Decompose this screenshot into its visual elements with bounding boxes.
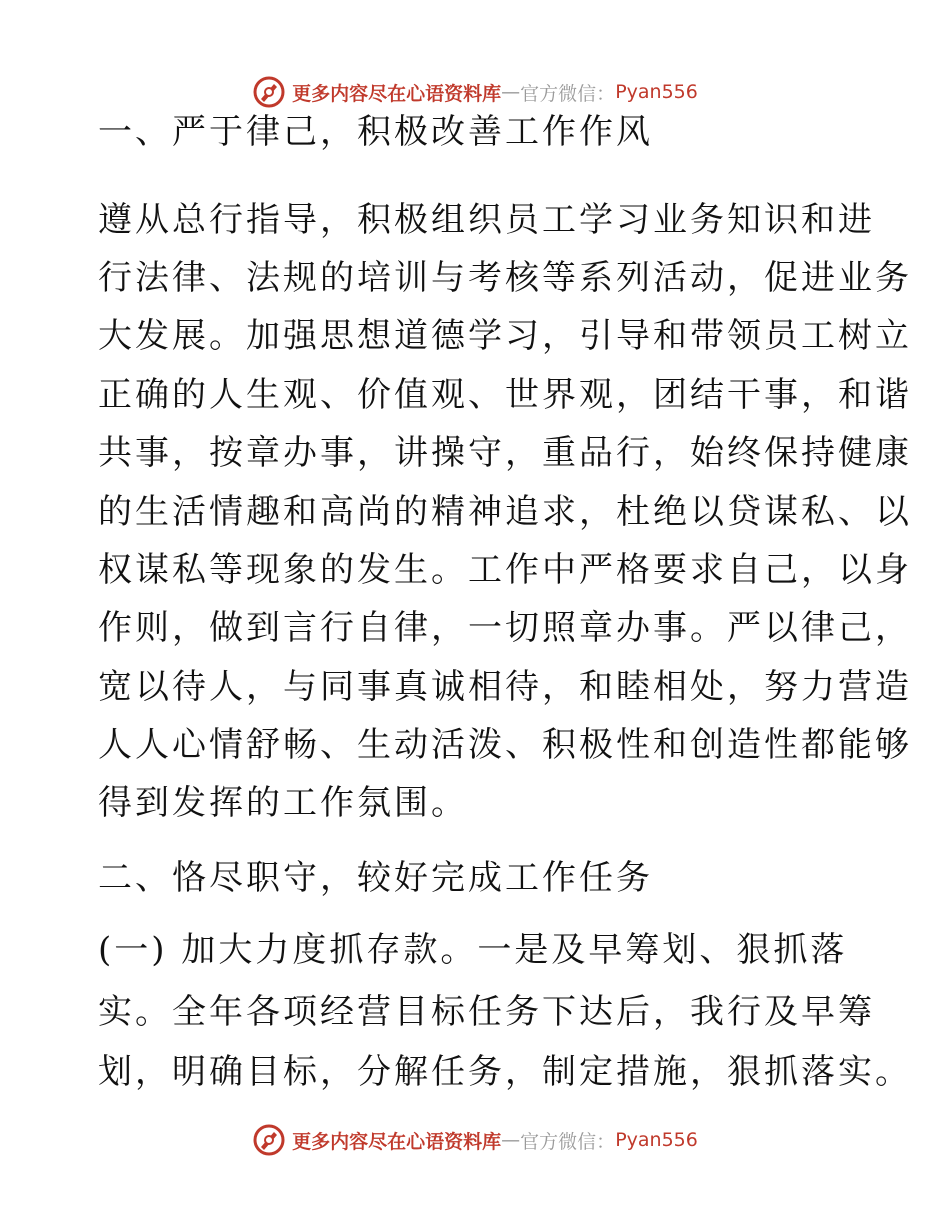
watermark-wechat-id: Pyan556 (615, 81, 698, 103)
heading-section-1: 一、严于律己，积极改善工作作风 (98, 112, 653, 152)
watermark-logo-icon (252, 1123, 286, 1157)
paragraph-line: 的生活情趣和高尚的精神追求，杜绝以贷谋私、以 (98, 492, 912, 532)
watermark-site-text: 更多内容尽在心语资料库 (292, 82, 502, 105)
watermark-logo-icon (252, 75, 286, 109)
paragraph-line: 人人心情舒畅、生动活泼、积极性和创造性都能够 (98, 725, 912, 765)
watermark-wechat-label: 官方微信： (520, 1130, 616, 1153)
watermark-header (0, 72, 950, 112)
watermark-dash: — (501, 1129, 521, 1151)
paragraph-line: 遵从总行指导，积极组织员工学习业务知识和进 (98, 200, 875, 240)
watermark-site-text: 更多内容尽在心语资料库 (292, 1130, 502, 1153)
watermark-wechat-id: Pyan556 (615, 1129, 698, 1151)
heading-section-2: 二、恪尽职守，较好完成工作任务 (98, 858, 653, 898)
watermark-dash: — (501, 81, 521, 103)
paragraph-line: 共事，按章办事，讲操守，重品行，始终保持健康 (98, 433, 912, 473)
paragraph-line: 权谋私等现象的发生。工作中严格要求自己，以身 (98, 550, 912, 590)
paragraph-line: 行法律、法规的培训与考核等系列活动，促进业务 (98, 258, 912, 298)
paragraph-line: 得到发挥的工作氛围。 (98, 783, 468, 823)
watermark-footer (0, 1120, 950, 1160)
watermark-wechat-label: 官方微信： (520, 82, 616, 105)
paragraph-line: 作则，做到言行自律，一切照章办事。严以律己， (98, 608, 912, 648)
paragraph-line: 大发展。加强思想道德学习，引导和带领员工树立 (98, 316, 912, 356)
paragraph-line: 正确的人生观、价值观、世界观，团结干事，和谐 (98, 375, 912, 415)
paragraph-line: 实。全年各项经营目标任务下达后，我行及早筹 (98, 992, 875, 1032)
paragraph-line: 划，明确目标，分解任务，制定措施，狠抓落实。 (98, 1052, 912, 1092)
paragraph-line: 宽以待人，与同事真诚相待，和睦相处，努力营造 (98, 667, 912, 707)
paragraph-line: (一) 加大力度抓存款。一是及早筹划、狠抓落 (98, 930, 848, 970)
